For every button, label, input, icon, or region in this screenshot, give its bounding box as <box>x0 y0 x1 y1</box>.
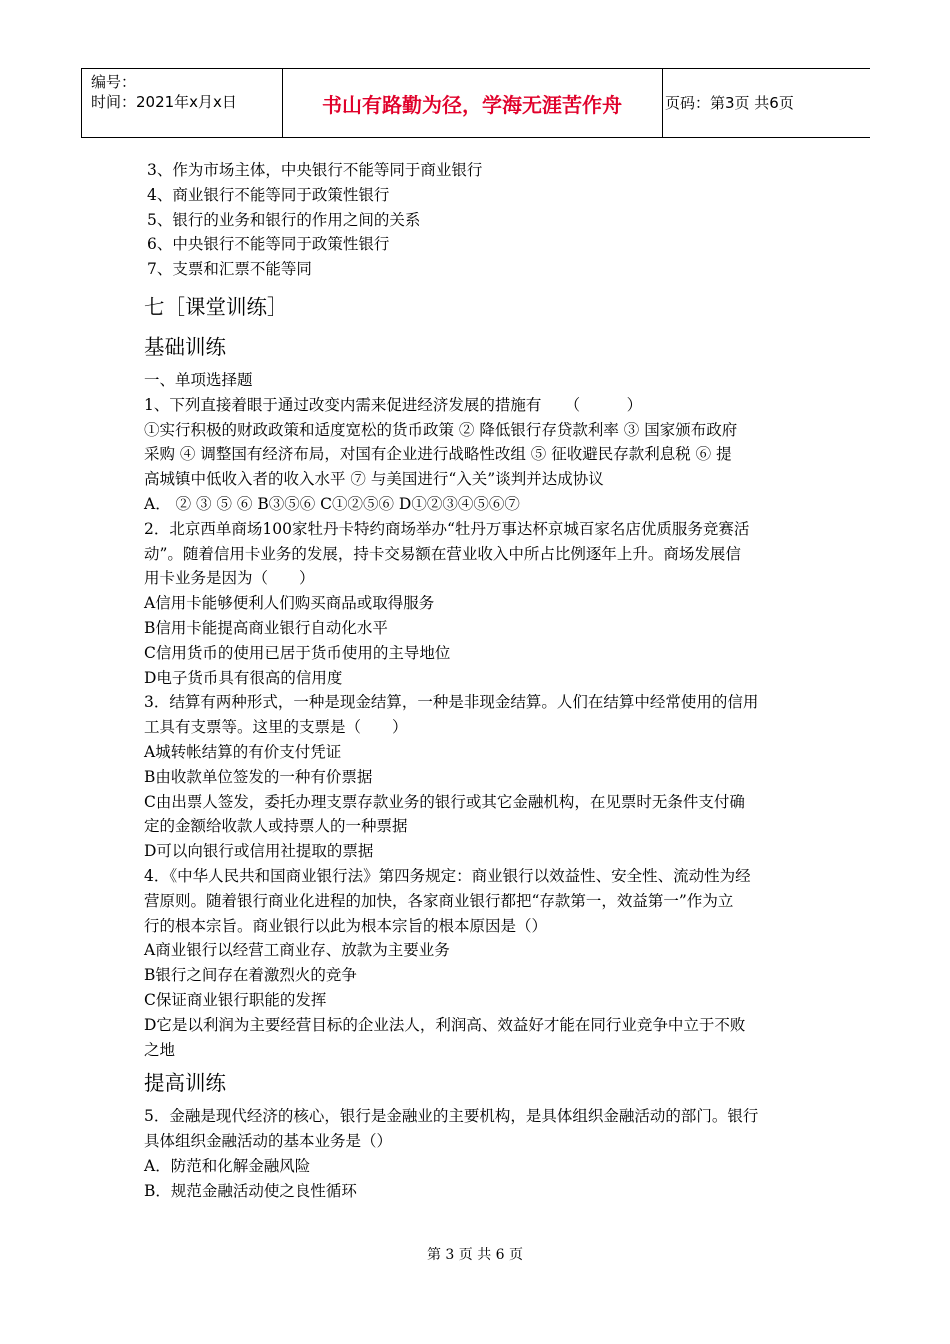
list-item: 3、作为市场主体，中央银行不能等同于商业银行 <box>147 161 483 179</box>
answer-option-d: D它是以利润为主要经营目标的企业法人，利润高、效益好才能在同行业竞争中立于不败 <box>144 1015 746 1034</box>
section-title-basic-training: 基础训练 <box>144 334 226 359</box>
question-text-line: 高城镇中低收入者的收入水平 ⑦ 与美国进行“入关”谈判并达成协议 <box>144 470 604 489</box>
section-title-classroom-training: 七［课堂训练］ <box>144 294 288 319</box>
list-item: 5、银行的业务和银行的作用之间的关系 <box>147 210 421 229</box>
question-text-line: 行的根本宗旨。商业银行以此为根本宗旨的根本原因是（） <box>144 916 548 935</box>
question-text-line: 2．北京西单商场100家牡丹卡特约商场举办“牡丹万事达杯京城百家名店优质服务竞赛活 <box>144 519 750 538</box>
list-item: 4、商业银行不能等同于政策性银行 <box>147 185 390 204</box>
answer-option-a: A城转帐结算的有价支付凭证 <box>144 742 342 761</box>
answer-option-a: A商业银行以经营工商业存、放款为主要业务 <box>144 941 450 960</box>
part-title: 一、单项选择题 <box>144 370 253 389</box>
question-text-line: 3．结算有两种形式，一种是现金结算，一种是非现金结算。人们在结算中经常使用的信用 <box>144 693 759 712</box>
question-text-line: 5．金融是现代经济的核心，银行是金融业的主要机构，是具体组织金融活动的部门。银行 <box>144 1107 759 1126</box>
question-4 <box>144 864 809 1062</box>
question-3 <box>144 690 809 864</box>
answer-option-d: D可以向银行或信用社提取的票据 <box>144 842 374 861</box>
question-text-line: 采购 ④ 调整国有经济布局，对国有企业进行战略性改组 ⑤ 征收避民存款利息税 ⑥ 提 <box>144 445 732 464</box>
question-5 <box>144 1104 809 1203</box>
answer-option-b: B由收款单位签发的一种有价票据 <box>144 767 373 786</box>
answer-option-c-cont: 定的金额给收款人或持票人的一种票据 <box>144 817 408 836</box>
answer-choices: A． ② ③ ⑤ ⑥ B③⑤⑥ C①②⑤⑥ D①②③④⑤⑥⑦ <box>144 494 520 513</box>
page-header <box>81 68 870 138</box>
header-divider-left <box>81 69 82 137</box>
answer-option-a: A．防范和化解金融风险 <box>144 1156 311 1175</box>
question-text-line: 用卡业务是因为（ ） <box>144 569 315 588</box>
answer-option-a: A信用卡能够便利人们购买商品或取得服务 <box>144 594 435 613</box>
answer-option-c: C由出票人签发，委托办理支票存款业务的银行或其它金融机构，在见票时无条件支付确 <box>144 792 745 811</box>
list-item: 6、中央银行不能等同于政策性银行 <box>147 235 390 254</box>
answer-option-d: D电子货币具有很高的信用度 <box>144 668 343 687</box>
question-1 <box>144 393 809 517</box>
answer-option-d-cont: 之地 <box>144 1040 176 1059</box>
question-text-line: 4．《中华人民共和国商业银行法》第四务规定：商业银行以效益性、安全性、流动性为经 <box>144 866 751 885</box>
section-title-advanced-training: 提高训练 <box>144 1071 226 1096</box>
answer-option-c: C信用货币的使用已居于货币使用的主导地位 <box>144 643 451 662</box>
answer-option-b: B．规范金融活动使之良性循环 <box>144 1181 357 1200</box>
header-divider-2 <box>662 69 663 137</box>
list-item: 7、支票和汇票不能等同 <box>147 260 312 279</box>
date-label: 时间：2021年x月x日 <box>91 93 237 111</box>
question-text-line: 动”。随着信用卡业务的发展，持卡交易额在营业收入中所占比例逐年上升。商场发展信 <box>144 544 741 563</box>
page-footer: 第 3 页 共 6 页 <box>426 1247 524 1263</box>
header-motto: 书山有路勤为径，学海无涯苦作舟 <box>322 93 622 117</box>
answer-option-c: C保证商业银行职能的发挥 <box>144 990 327 1009</box>
question-text-line: 具体组织金融活动的基本业务是（） <box>144 1132 393 1151</box>
question-text-line: ①实行积极的财政政策和适度宽松的货币政策 ② 降低银行存贷款利率 ③ 国家颁布政府 <box>144 420 738 439</box>
document-body <box>144 158 809 1203</box>
header-meta <box>91 72 237 112</box>
question-stem: 1、下列直接着眼于通过改变内需来促进经济发展的措施有 （ ） <box>144 395 643 414</box>
question-text-line: 工具有支票等。这里的支票是（ ） <box>144 718 408 737</box>
question-text-line: 营原则。随着银行商业化进程的加快，各家商业银行都把“存款第一，效益第一”作为立 <box>144 891 734 910</box>
answer-option-b: B信用卡能提高商业银行自动化水平 <box>144 618 388 637</box>
header-page-number: 页码：第3页 共6页 <box>665 94 794 112</box>
question-2 <box>144 517 809 691</box>
doc-number-label: 编号： <box>91 73 137 91</box>
answer-option-b: B银行之间存在着激烈火的竞争 <box>144 966 357 985</box>
